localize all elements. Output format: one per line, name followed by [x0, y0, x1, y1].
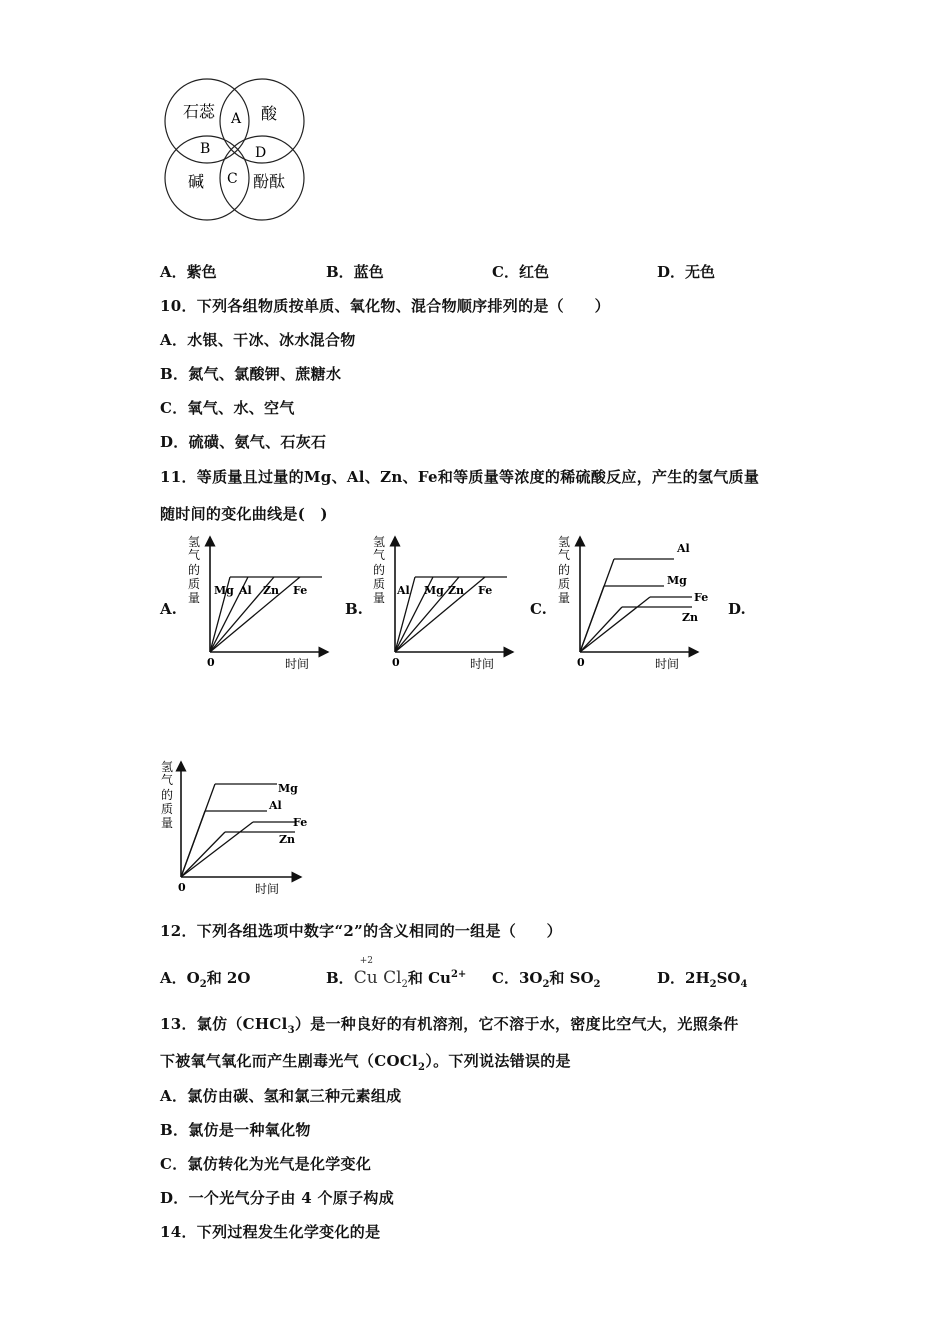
q10-option-c[interactable]: C．氧气、水、空气 [160, 399, 295, 417]
graph-label: Fe [694, 591, 709, 604]
graph-label: 时间 [655, 657, 680, 671]
q9-option-b[interactable]: B．蓝色 [326, 263, 384, 281]
q11-stem-line1: 11．等质量且过量的Mg、Al、Zn、Fe和等质量等浓度的稀硫酸反应，产生的氢气质量 [160, 468, 760, 486]
graph-label: Al [239, 584, 252, 597]
q11-option-a-label[interactable]: A. [160, 600, 177, 618]
q12-option-c[interactable]: C．$3O_2$和 $SO_2$ [492, 969, 601, 990]
q9-option-c[interactable]: C．红色 [492, 263, 549, 281]
graph-label: Mg [667, 574, 687, 587]
graph-label: 的 [558, 563, 571, 577]
graph-label: Mg [424, 584, 444, 597]
venn-letter-d: D [255, 145, 267, 161]
venn-diagram [155, 75, 315, 225]
venn-letter-b: B [200, 141, 211, 157]
q12-option-b[interactable]: B． +2 Cu $Cl_2$和 $Cu^{2+}$ [326, 956, 467, 990]
graph-label: 氢 [373, 535, 386, 549]
venn-letter-c: C [227, 171, 238, 187]
graph-label: 质 [161, 802, 174, 816]
graph-label: Fe [293, 584, 308, 597]
q13-stem-line1: 13．氯仿（CHCl$_3$）是一种良好的有机溶剂，它不溶于水，密度比空气大，光照条件 [160, 1015, 739, 1036]
graph-label: 气 [558, 548, 571, 562]
q14-stem: 14．下列过程发生化学变化的是 [160, 1223, 381, 1241]
q13-option-b[interactable]: B．氯仿是一种氧化物 [160, 1121, 311, 1139]
graph-label: Al [269, 799, 282, 812]
graph-label: 的 [188, 563, 201, 577]
venn-region-phenolphthalein: 酚酞 [253, 172, 286, 191]
q9-option-a[interactable]: A．紫色 [160, 263, 217, 281]
graph-label: 氢 [558, 535, 571, 549]
graph-label: Zn [448, 584, 465, 597]
q11-option-c-label[interactable]: C. [530, 600, 547, 618]
graph-label: 质 [188, 577, 201, 591]
graph-label: 氢 [161, 760, 174, 774]
graph-label: 量 [161, 816, 174, 830]
graph-label: Mg [278, 782, 298, 795]
q9-option-d[interactable]: D．无色 [657, 263, 716, 281]
q10-stem: 10．下列各组物质按单质、氧化物、混合物顺序排列的是（ ） [160, 297, 610, 315]
venn-region-shirui: 石蕊 [183, 102, 216, 121]
q12-stem: 12．下列各组选项中数字“2”的含义相同的一组是（ ） [160, 922, 562, 940]
graph-label: 的 [373, 563, 386, 577]
graph-label: Fe [478, 584, 493, 597]
q13-stem-line2: 下被氧气氧化而产生剧毒光气（COCl$_2$）。下列说法错误的是 [160, 1052, 571, 1073]
graph-label: 0 [207, 656, 215, 669]
graph-label: Fe [293, 816, 308, 829]
graph-label: 质 [373, 577, 386, 591]
graph-label: 的 [161, 788, 174, 802]
q12-option-a[interactable]: A．$O_2$和 2O [160, 969, 251, 990]
q11-option-b-label[interactable]: B. [345, 600, 363, 618]
graph-label: Al [677, 542, 690, 555]
graph-label: 0 [178, 881, 186, 894]
graph-label: 气 [373, 548, 386, 562]
graph-label: 气 [161, 773, 174, 787]
graph-label: 0 [577, 656, 585, 669]
graph-label: 量 [558, 591, 571, 605]
q13-option-d[interactable]: D．一个光气分子由 4 个原子构成 [160, 1189, 394, 1207]
q10-option-d[interactable]: D．硫磺、氨气、石灰石 [160, 433, 327, 451]
graph-label: 氢 [188, 535, 201, 549]
graph-label: Mg [214, 584, 234, 597]
graph-label: 时间 [285, 657, 310, 671]
q11-graph-a [182, 532, 332, 677]
q11-graph-b [367, 532, 517, 677]
q12-option-d[interactable]: D．$2H_2SO_4$ [657, 969, 748, 990]
q13-option-a[interactable]: A．氯仿由碳、氢和氯三种元素组成 [160, 1087, 402, 1105]
graph-label: 气 [188, 548, 201, 562]
graph-label: Zn [279, 833, 296, 846]
q11-graph-d [155, 757, 320, 902]
graph-label: 质 [558, 577, 571, 591]
q10-option-a[interactable]: A．水银、干冰、冰水混合物 [160, 331, 356, 349]
graph-label: Zn [682, 611, 699, 624]
venn-letter-a: A [231, 111, 242, 127]
q10-option-b[interactable]: B．氮气、氯酸钾、蔗糖水 [160, 365, 342, 383]
graph-label: 量 [188, 591, 201, 605]
graph-label: Al [397, 584, 410, 597]
q11-option-d-label[interactable]: D. [728, 600, 746, 618]
graph-label: 时间 [470, 657, 495, 671]
venn-region-base: 碱 [188, 172, 205, 191]
graph-label: 量 [373, 591, 386, 605]
q13-option-c[interactable]: C．氯仿转化为光气是化学变化 [160, 1155, 372, 1173]
q11-graph-c [552, 532, 717, 677]
q11-stem-line2: 随时间的变化曲线是( ) [160, 505, 328, 523]
graph-label: Zn [263, 584, 280, 597]
graph-label: 时间 [255, 882, 280, 896]
venn-region-acid: 酸 [261, 104, 278, 123]
graph-label: 0 [392, 656, 400, 669]
